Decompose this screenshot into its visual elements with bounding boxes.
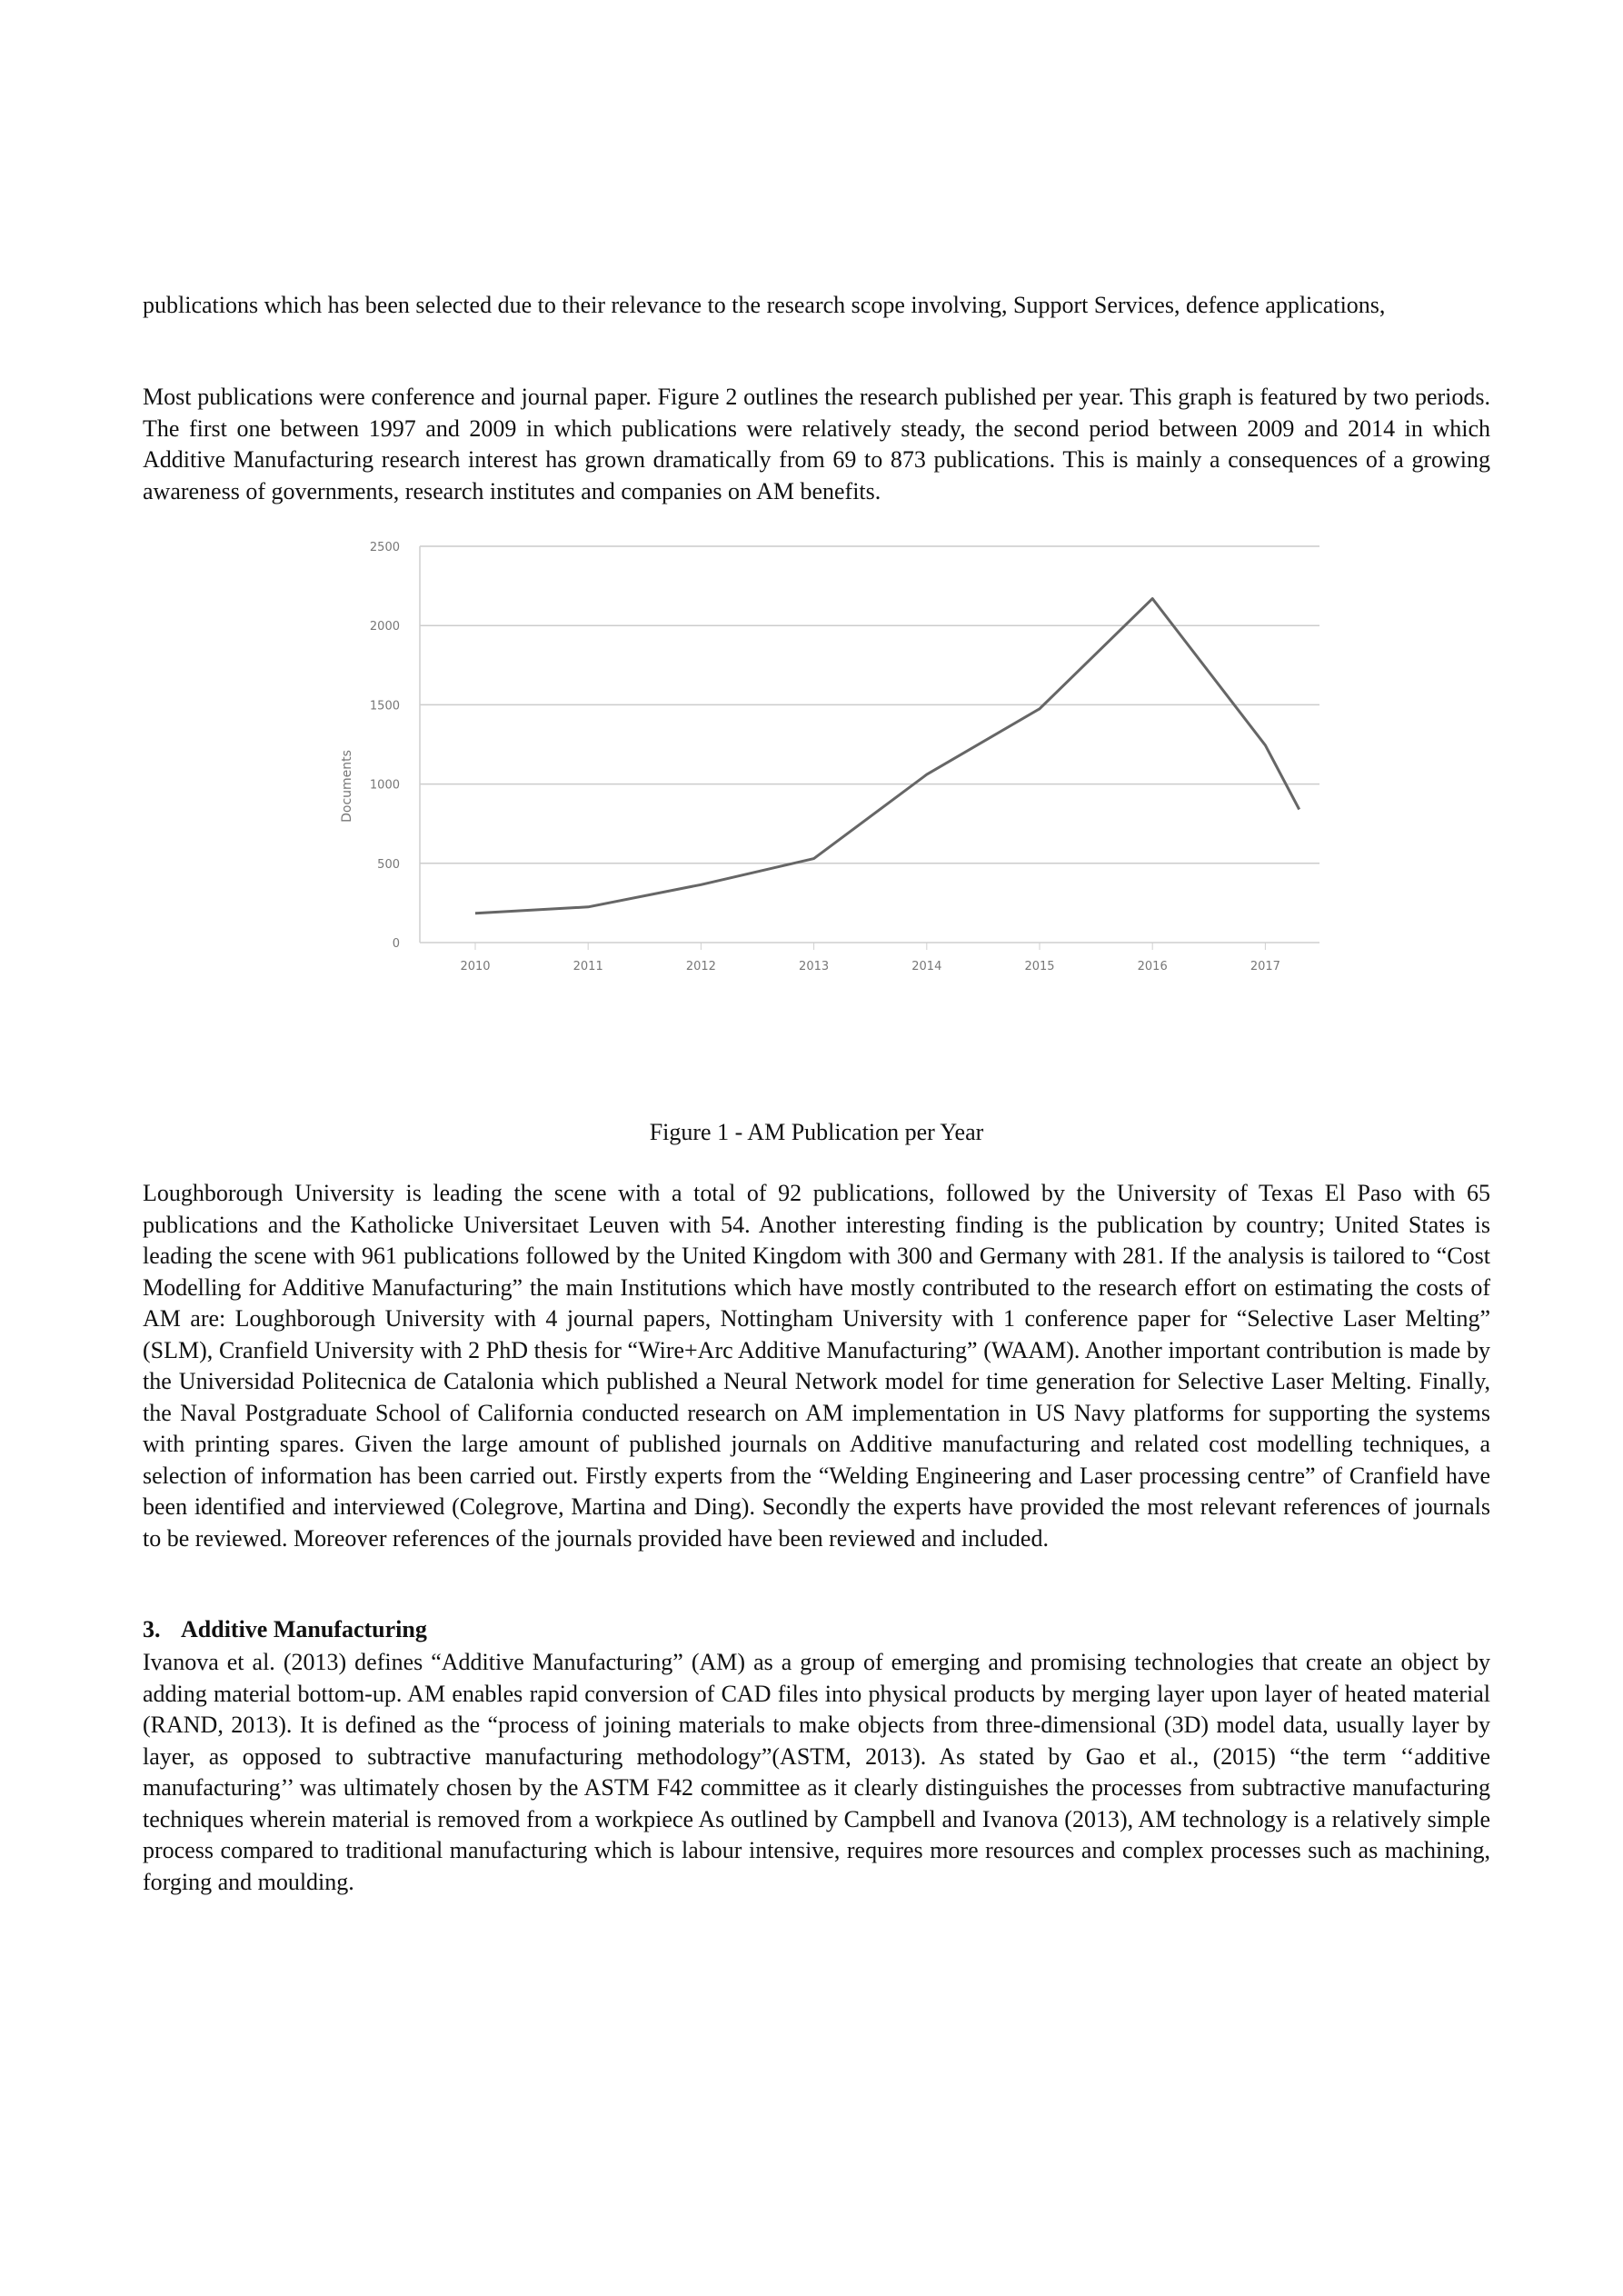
svg-text:2000: 2000 bbox=[369, 620, 400, 634]
svg-text:2012: 2012 bbox=[685, 960, 716, 973]
y-axis-label: Documents bbox=[340, 750, 354, 823]
paragraph-publications-per-year: Most publications were conference and journal paper. Figure 2 outlines the research published per year. This graph is featured by two periods. The first one between 1997 and 2009 in which publications were relatively steady, the second period between 2009 and 2014 in which Additive Manufacturing research interest has grown dramatically from 69 to 873 publications. This is mainly a consequences of a growing awareness of governments, research institutes and companies on AM benefits. bbox=[143, 384, 1490, 504]
svg-text:2011: 2011 bbox=[573, 960, 603, 973]
x-axis-ticks bbox=[460, 943, 1279, 973]
svg-text:2010: 2010 bbox=[460, 960, 491, 973]
svg-text:1500: 1500 bbox=[369, 699, 400, 714]
section-number: 3. bbox=[143, 1616, 161, 1642]
svg-text:2015: 2015 bbox=[1024, 960, 1055, 973]
section-heading bbox=[143, 1614, 427, 1645]
section-title: Additive Manufacturing bbox=[181, 1616, 427, 1642]
chart-canvas bbox=[327, 532, 1327, 1095]
figure-caption: Figure 1 - AM Publication per Year bbox=[649, 1119, 984, 1145]
paragraph-institutions: Loughborough University is leading the scene with a total of 92 publications, followed by the University of Texas El Paso with 65 publications and the Katholicke Universitaet Leuven with 54. Another interesting finding is the publication by country; United States is leading the scene with 961 publications followed by the United Kingdom with 300 and Germany with 281. If the analysis is tailored to “Cost Modelling for Additive Manufacturing” the main Institutions which have mostly contributed to the research effort on estimating the costs of AM are: Loughborough University with 4 journal papers, Nottingham University with 1 conference paper for “Selective Laser Melting” (SLM), Cranfield University with 2 PhD thesis for “Wire+Arc Additive Manufacturing” (WAAM). Another important contribution is made by the Universidad Politecnica de Catalonia which published a Neural Network model for time generation for Selective Laser Melting. Finally, the Naval Postgraduate School of California conducted research on AM implementation in US Navy platforms for supporting the systems with printing spares. Given the large amount of published journals on Additive manufacturing and related cost modelling techniques, a selection of information has been carried out. Firstly experts from the “Welding Engineering and Laser processing centre” of Cranfield have been identified and interviewed (Colegrove, Martina and Ding). Secondly the experts have provided the most relevant references of journals to be reviewed. Moreover references of the journals provided have been reviewed and included. bbox=[143, 1180, 1490, 1552]
svg-text:1000: 1000 bbox=[369, 778, 400, 793]
svg-text:2500: 2500 bbox=[369, 541, 400, 554]
chart-gridlines bbox=[420, 546, 1319, 943]
svg-text:2014: 2014 bbox=[911, 960, 942, 973]
svg-text:2017: 2017 bbox=[1250, 960, 1280, 973]
svg-text:2016: 2016 bbox=[1137, 960, 1168, 973]
svg-text:500: 500 bbox=[377, 857, 400, 872]
series-line-documents bbox=[475, 599, 1299, 913]
svg-text:2013: 2013 bbox=[799, 960, 830, 973]
paragraph-intro-continued: publications which has been selected due to their relevance to the research scope involving, Support Services, defence applications, bbox=[143, 292, 1386, 318]
publications-line-chart bbox=[327, 532, 1327, 1095]
paragraph-additive-manufacturing: Ivanova et al. (2013) defines “Additive Manufacturing” (AM) as a group of emerging and promising technologies that create an object by adding material bottom-up. AM enables rapid conversion of CAD files into physical products by merging layer upon layer of heated material (RAND, 2013). It is defined as the “process of joining materials to make objects from three-dimensional (3D) model data, usually layer by layer, as opposed to subtractive manufacturing methodology”(ASTM, 2013). As stated by Gao et al., (2015) “the term ‘‘additive manufacturing’’ was ultimately chosen by the ASTM F42 committee as it clearly distinguishes the processes from subtractive manufacturing techniques wherein material is removed from a workpiece As outlined by Campbell and Ivanova (2013), AM technology is a relatively simple process compared to traditional manufacturing which is labour intensive, requires more resources and complex processes such as machining, forging and moulding. bbox=[143, 1649, 1490, 1895]
svg-text:0: 0 bbox=[392, 937, 400, 951]
y-axis-ticks bbox=[370, 541, 400, 951]
